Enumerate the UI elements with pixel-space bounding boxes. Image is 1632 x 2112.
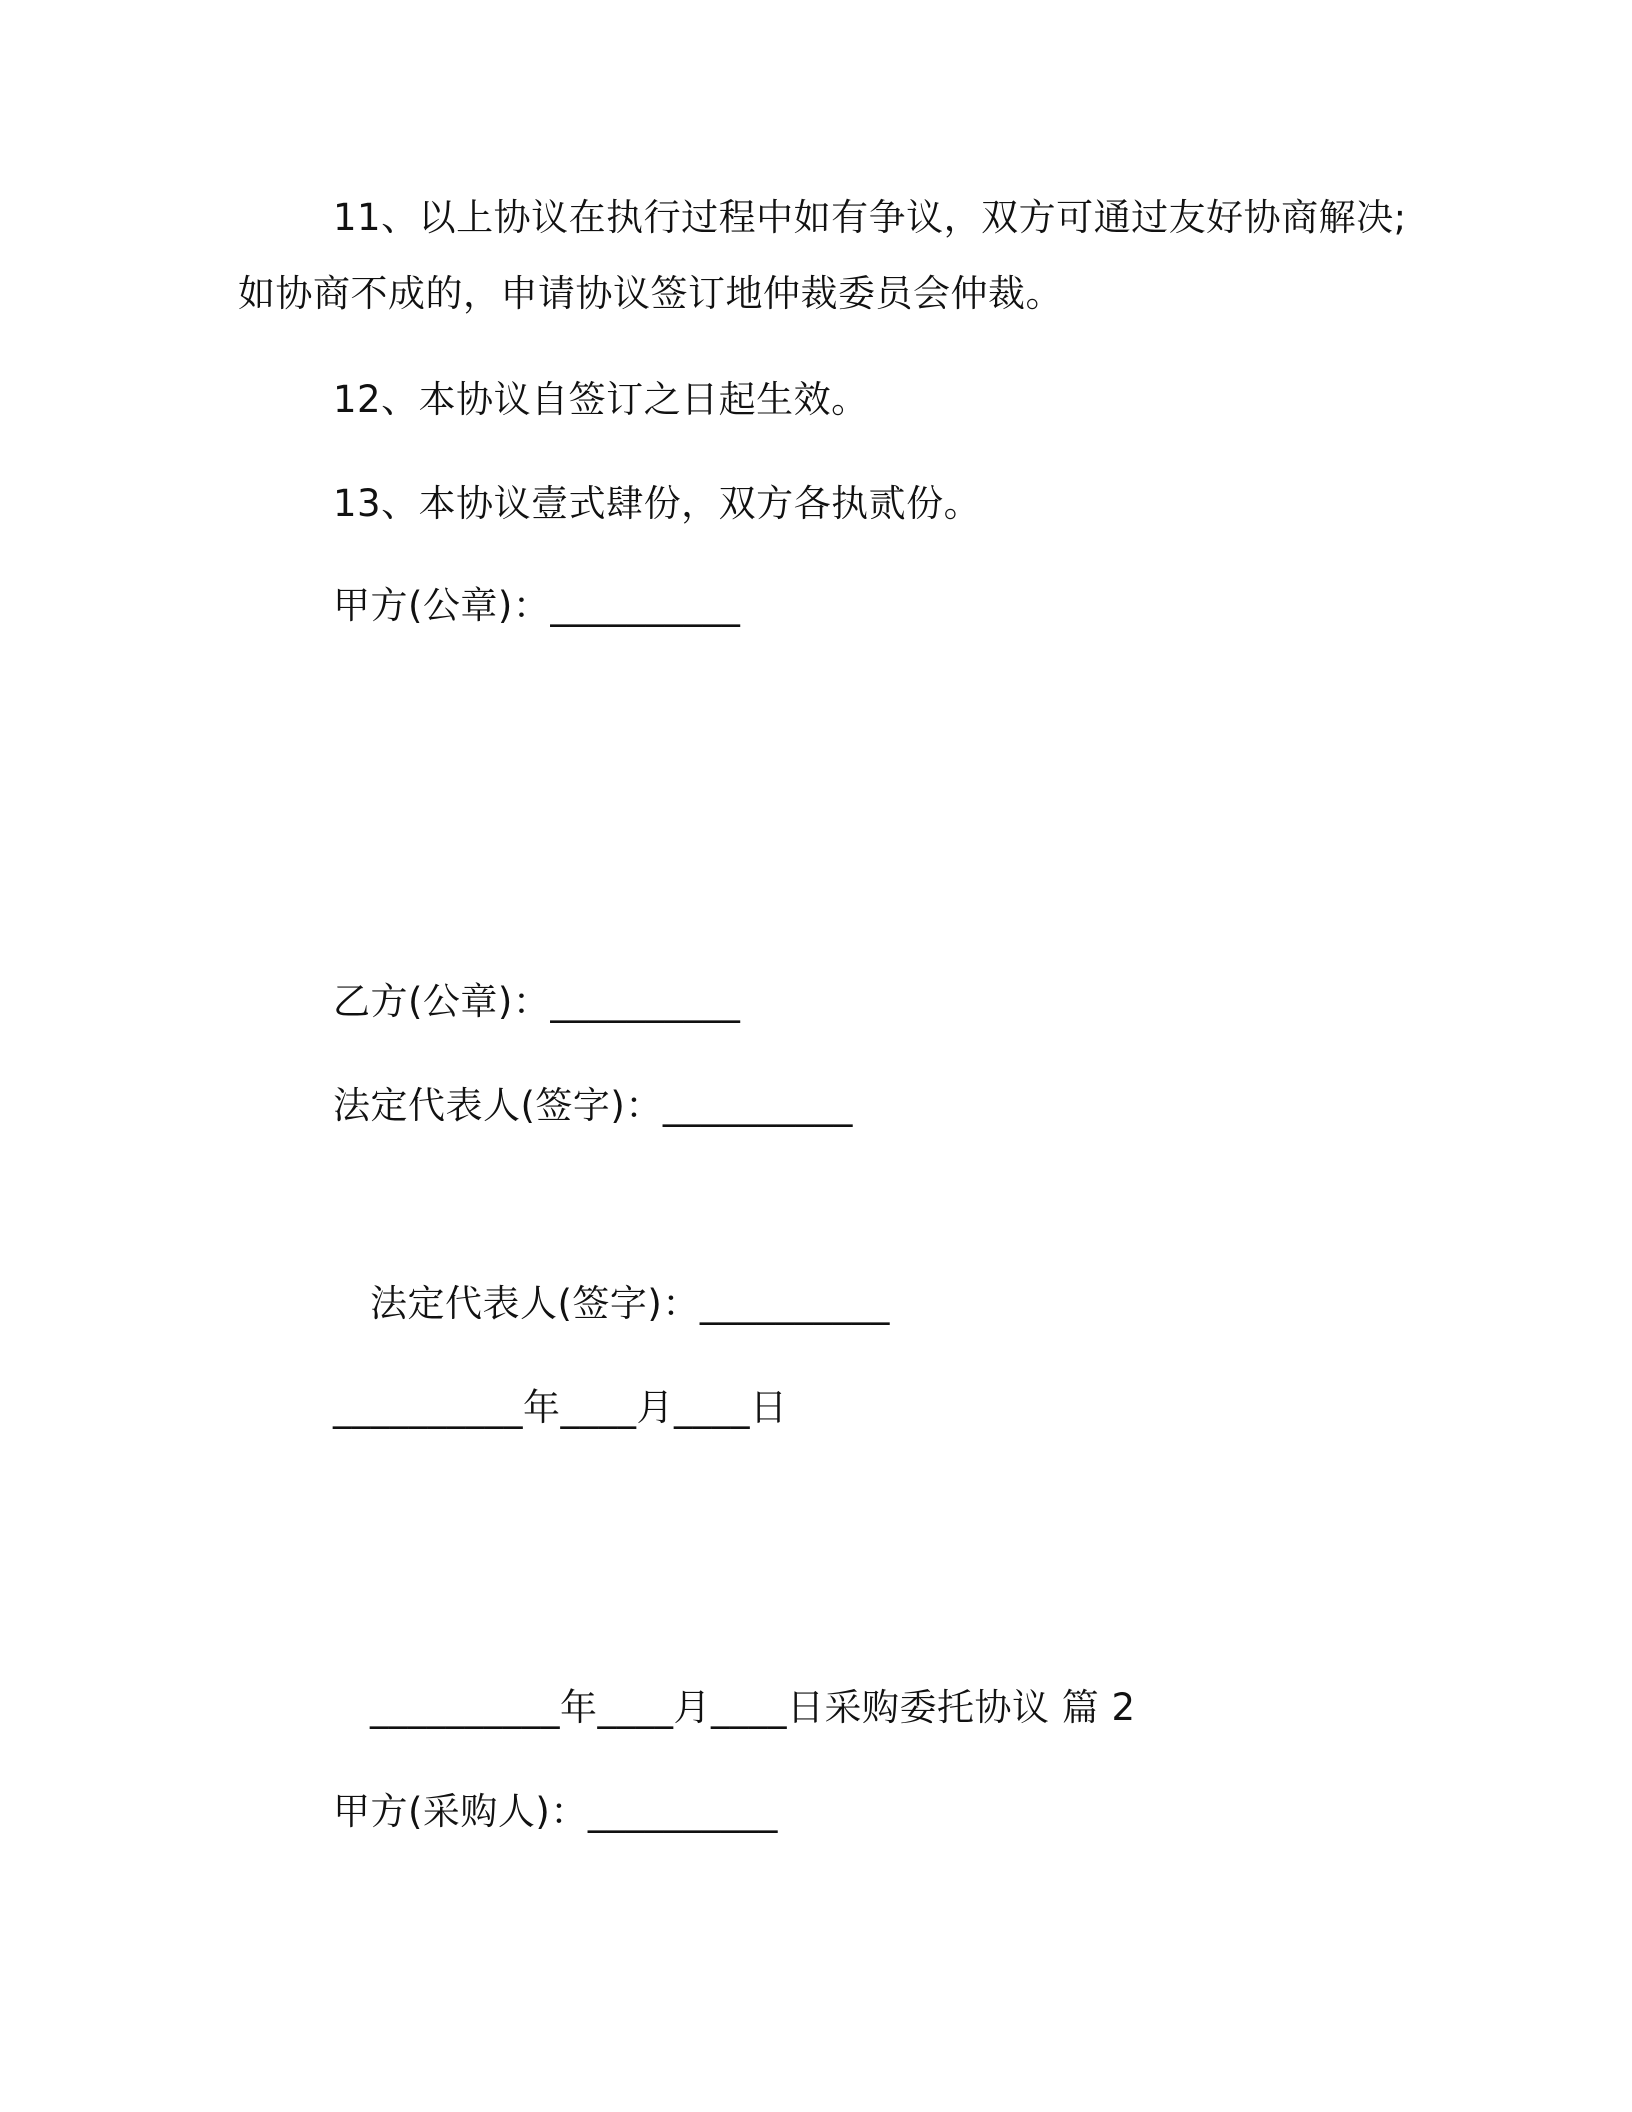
party-b-seal-line: 乙方(公章)：__________: [333, 980, 741, 1023]
party-a-purchaser-line: 甲方(采购人)：__________: [333, 1790, 778, 1833]
clause-13: 13、本协议壹式肆份，双方各执贰份。: [333, 482, 982, 525]
section-2-heading: __________年____月____日采购委托协议 篇 2: [370, 1686, 1136, 1729]
legal-representative-line-1: 法定代表人(签字)：__________: [333, 1084, 853, 1127]
party-a-seal-line: 甲方(公章)：__________: [333, 584, 741, 627]
date-line: __________年____月____日: [333, 1386, 788, 1429]
legal-representative-line-2: 法定代表人(签字)：__________: [370, 1282, 890, 1325]
clause-11-line-2: 如协商不成的，申请协议签订地仲裁委员会仲裁。: [238, 272, 1063, 315]
clause-12: 12、本协议自签订之日起生效。: [333, 378, 869, 421]
clause-11-line-1: 11、以上协议在执行过程中如有争议，双方可通过友好协商解决;: [333, 196, 1407, 239]
